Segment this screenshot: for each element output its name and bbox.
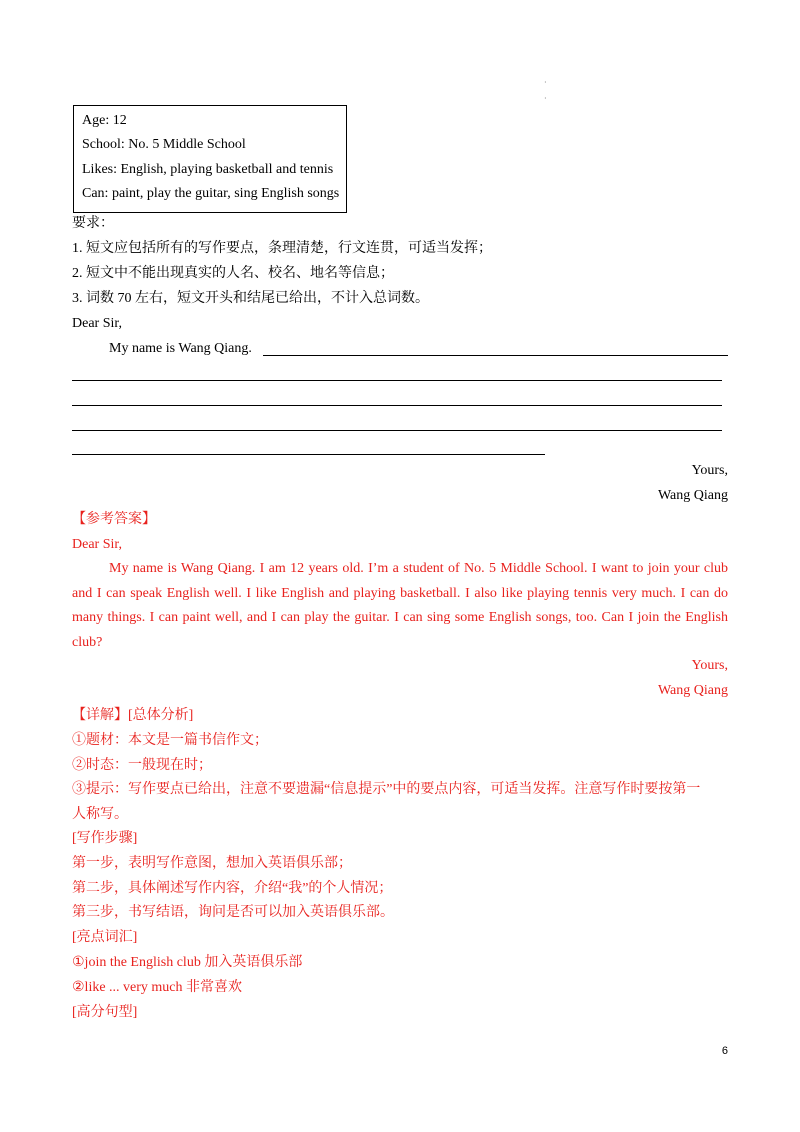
letter-closing: Yours,	[691, 463, 728, 478]
info-age: Age: 12	[82, 113, 127, 128]
analysis-point: 人称写。	[72, 807, 128, 822]
step-item: 第三步，书写结语，询问是否可以加入英语俱乐部。	[72, 905, 394, 920]
answer-body: My name is Wang Qiang. I am 12 years old. I’m a student of No. 5 Middle School. I want to join your club and I can speak English well. I like English and playing basketball. I also like playing tennis very much. I can do many things. I can paint well, and I can play the guitar. I can sing some English songs, too. Can I join the English club?	[72, 561, 728, 650]
writing-line	[263, 355, 728, 356]
vocab-item: ②like ... very much 非常喜欢	[72, 980, 243, 995]
requirements-heading: 要求：	[72, 216, 114, 231]
vocab-item: ①join the English club 加入英语俱乐部	[72, 955, 303, 970]
analysis-point: ③提示：写作要点已给出，注意不要遗漏“信息提示”中的要点内容，可适当发挥。注意写作时要按第一	[72, 782, 701, 797]
info-likes: Likes: English, playing basketball and tennis	[82, 162, 334, 177]
answer-closing: Yours,	[691, 658, 728, 673]
answer-salutation: Dear Sir,	[72, 537, 122, 552]
info-school: School: No. 5 Middle School	[82, 137, 246, 152]
answer-heading: 【参考答案】	[72, 512, 156, 527]
letter-signature: Wang Qiang	[657, 488, 728, 503]
step-item: 第二步，具体阐述写作内容，介绍“我”的个人情况；	[72, 881, 393, 896]
requirement-item: 3. 词数 70 左右，短文开头和结尾已给出，不计入总词数。	[72, 291, 429, 306]
letter-opening: My name is Wang Qiang.	[109, 341, 252, 356]
answer-signature: Wang Qiang	[657, 683, 728, 698]
info-can: Can: paint, play the guitar, sing English songs	[82, 186, 340, 201]
writing-line	[72, 380, 722, 381]
analysis-point: ①题材：本文是一篇书信作文；	[72, 733, 268, 748]
requirement-item: 1. 短文应包括所有的写作要点，条理清楚，行文连贯，可适当发挥；	[72, 241, 492, 256]
scan-mark: ·	[544, 78, 547, 87]
requirement-item: 2. 短文中不能出现真实的人名、校名、地名等信息；	[72, 266, 394, 281]
sentence-heading: [高分句型]	[72, 1005, 138, 1020]
scan-mark: ·	[544, 94, 547, 103]
letter-salutation: Dear Sir,	[72, 316, 122, 331]
writing-line	[72, 454, 545, 455]
vocab-heading: [亮点词汇]	[72, 930, 138, 945]
analysis-heading: 【详解】[总体分析]	[72, 708, 194, 723]
info-box	[73, 105, 347, 213]
writing-line	[72, 405, 722, 406]
writing-line	[72, 430, 722, 431]
step-item: 第一步，表明写作意图，想加入英语俱乐部；	[72, 856, 352, 871]
analysis-point: ②时态：一般现在时；	[72, 758, 212, 773]
page-number: 6	[721, 1045, 728, 1057]
steps-heading: [写作步骤]	[72, 831, 138, 846]
